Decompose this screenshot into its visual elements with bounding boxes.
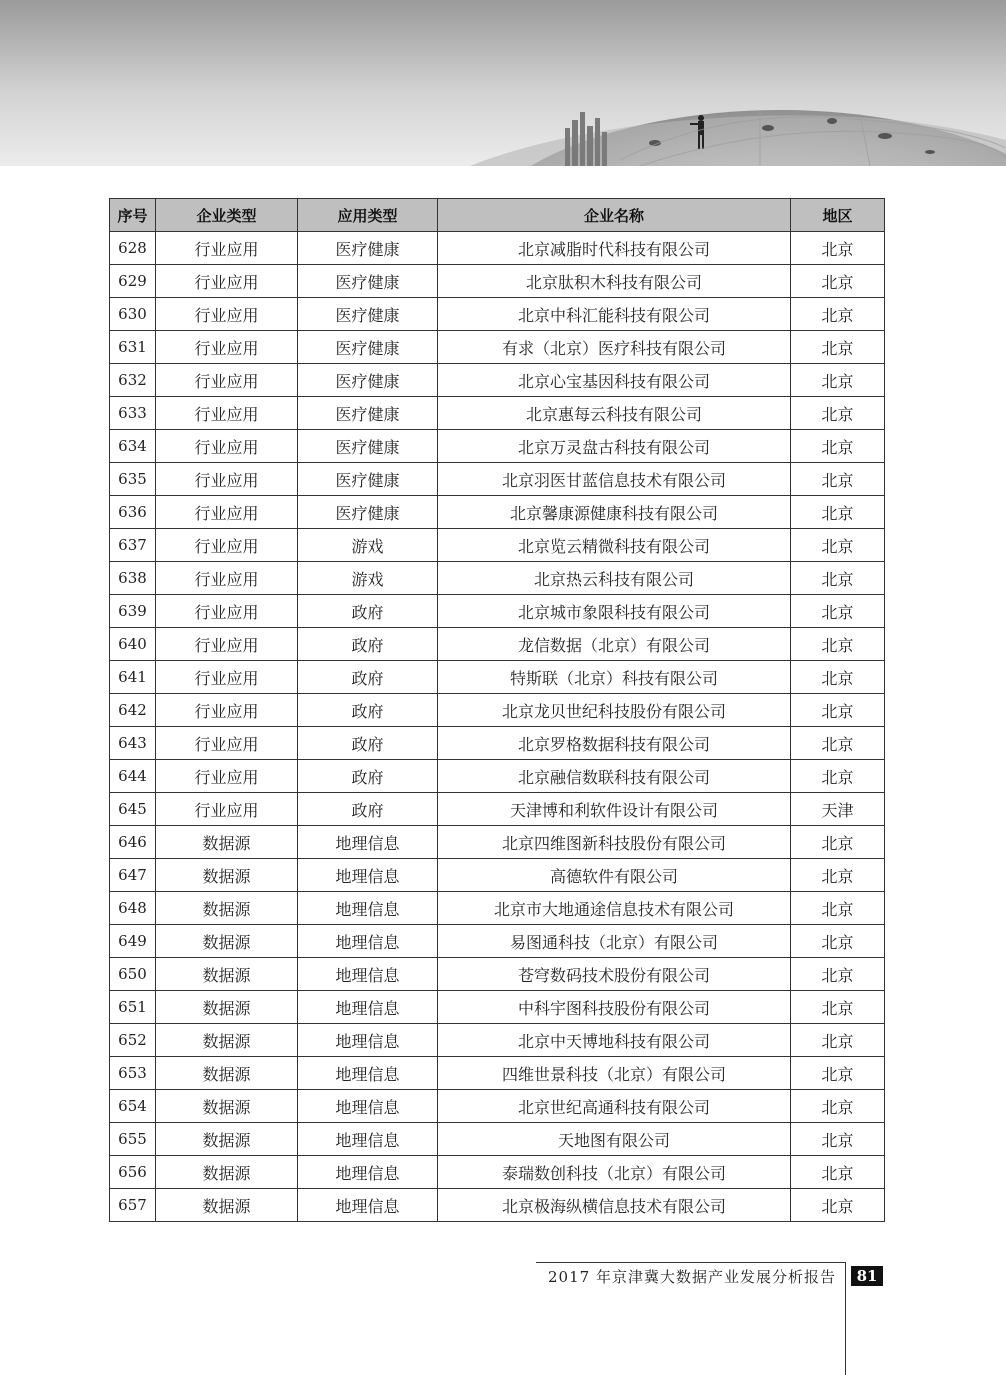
cell-company-type: 行业应用: [156, 496, 298, 529]
cell-company-type: 数据源: [156, 1057, 298, 1090]
table-row: [110, 727, 885, 760]
table-row: [110, 760, 885, 793]
cell-company-type: 行业应用: [156, 661, 298, 694]
cell-company-type: 行业应用: [156, 430, 298, 463]
column-header-company-type: 企业类型: [156, 199, 298, 232]
cell-application-type: 医疗健康: [298, 463, 438, 496]
table-row: [110, 1090, 885, 1123]
cell-company-type: 行业应用: [156, 232, 298, 265]
cell-index: 631: [110, 331, 156, 364]
cell-index: 643: [110, 727, 156, 760]
cell-company-name: 易图通科技（北京）有限公司: [438, 925, 791, 958]
cell-index: 642: [110, 694, 156, 727]
cell-company-type: 数据源: [156, 1156, 298, 1189]
cell-index: 633: [110, 397, 156, 430]
cell-company-name: 北京馨康源健康科技有限公司: [438, 496, 791, 529]
cell-company-type: 数据源: [156, 859, 298, 892]
cell-region: 北京: [791, 562, 885, 595]
page-number: 81: [851, 1266, 883, 1286]
cell-application-type: 地理信息: [298, 1090, 438, 1123]
cell-index: 651: [110, 991, 156, 1024]
cell-company-name: 北京惠每云科技有限公司: [438, 397, 791, 430]
table-row: [110, 1189, 885, 1222]
cell-region: 北京: [791, 727, 885, 760]
cell-application-type: 地理信息: [298, 991, 438, 1024]
table-row: [110, 793, 885, 826]
cell-index: 654: [110, 1090, 156, 1123]
cell-index: 639: [110, 595, 156, 628]
cell-company-type: 行业应用: [156, 265, 298, 298]
table-row: [110, 859, 885, 892]
cell-region: 北京: [791, 925, 885, 958]
cell-application-type: 地理信息: [298, 1057, 438, 1090]
cell-index: 636: [110, 496, 156, 529]
table-row: [110, 826, 885, 859]
column-header-index: 序号: [110, 199, 156, 232]
cell-index: 634: [110, 430, 156, 463]
cell-application-type: 地理信息: [298, 1189, 438, 1222]
cell-company-type: 行业应用: [156, 694, 298, 727]
cell-company-type: 行业应用: [156, 595, 298, 628]
cell-application-type: 地理信息: [298, 1024, 438, 1057]
cell-index: 655: [110, 1123, 156, 1156]
cell-index: 648: [110, 892, 156, 925]
table-row: [110, 892, 885, 925]
cell-company-name: 高德软件有限公司: [438, 859, 791, 892]
cell-index: 653: [110, 1057, 156, 1090]
column-header-region: 地区: [791, 199, 885, 232]
cell-index: 638: [110, 562, 156, 595]
cell-application-type: 地理信息: [298, 826, 438, 859]
cell-company-name: 龙信数据（北京）有限公司: [438, 628, 791, 661]
cell-application-type: 政府: [298, 661, 438, 694]
table-row: [110, 595, 885, 628]
cell-region: 北京: [791, 628, 885, 661]
table-row: [110, 430, 885, 463]
cell-company-type: 行业应用: [156, 562, 298, 595]
table-row: [110, 1123, 885, 1156]
cell-company-name: 四维世景科技（北京）有限公司: [438, 1057, 791, 1090]
table-row: [110, 1024, 885, 1057]
cell-application-type: 医疗健康: [298, 430, 438, 463]
cell-application-type: 政府: [298, 628, 438, 661]
cell-application-type: 政府: [298, 727, 438, 760]
cell-company-type: 数据源: [156, 991, 298, 1024]
table-row: [110, 331, 885, 364]
cell-company-type: 行业应用: [156, 760, 298, 793]
cell-region: 北京: [791, 298, 885, 331]
cell-region: 北京: [791, 331, 885, 364]
cell-application-type: 地理信息: [298, 1156, 438, 1189]
cell-company-name: 北京中天博地科技有限公司: [438, 1024, 791, 1057]
cell-company-type: 数据源: [156, 1123, 298, 1156]
cell-index: 641: [110, 661, 156, 694]
cell-company-name: 北京减脂时代科技有限公司: [438, 232, 791, 265]
cell-company-name: 北京罗格数据科技有限公司: [438, 727, 791, 760]
cell-company-name: 北京羽医甘蓝信息技术有限公司: [438, 463, 791, 496]
cell-application-type: 医疗健康: [298, 298, 438, 331]
header-banner: [0, 0, 1006, 166]
cell-company-name: 特斯联（北京）科技有限公司: [438, 661, 791, 694]
cell-application-type: 医疗健康: [298, 265, 438, 298]
cell-company-type: 行业应用: [156, 298, 298, 331]
table-row: [110, 529, 885, 562]
table-row: [110, 661, 885, 694]
cell-company-type: 数据源: [156, 958, 298, 991]
cell-company-name: 北京四维图新科技股份有限公司: [438, 826, 791, 859]
cell-application-type: 医疗健康: [298, 232, 438, 265]
cell-region: 北京: [791, 760, 885, 793]
cell-application-type: 游戏: [298, 562, 438, 595]
cell-application-type: 地理信息: [298, 958, 438, 991]
cell-region: 北京: [791, 694, 885, 727]
cell-region: 北京: [791, 1057, 885, 1090]
cell-region: 北京: [791, 1123, 885, 1156]
cell-index: 630: [110, 298, 156, 331]
cell-company-name: 泰瑞数创科技（北京）有限公司: [438, 1156, 791, 1189]
column-header-application-type: 应用类型: [298, 199, 438, 232]
cell-application-type: 地理信息: [298, 892, 438, 925]
cell-application-type: 医疗健康: [298, 496, 438, 529]
cell-index: 628: [110, 232, 156, 265]
cell-company-type: 行业应用: [156, 727, 298, 760]
cell-index: 652: [110, 1024, 156, 1057]
cell-application-type: 政府: [298, 793, 438, 826]
cell-index: 657: [110, 1189, 156, 1222]
cell-region: 北京: [791, 364, 885, 397]
cell-region: 北京: [791, 265, 885, 298]
cell-index: 645: [110, 793, 156, 826]
cell-region: 北京: [791, 1156, 885, 1189]
cell-region: 北京: [791, 595, 885, 628]
cell-company-name: 天津博和利软件设计有限公司: [438, 793, 791, 826]
cell-application-type: 政府: [298, 760, 438, 793]
cell-company-name: 北京览云精微科技有限公司: [438, 529, 791, 562]
table-row: [110, 694, 885, 727]
cell-company-type: 数据源: [156, 1189, 298, 1222]
cell-company-type: 数据源: [156, 1090, 298, 1123]
cell-region: 北京: [791, 892, 885, 925]
cell-index: 650: [110, 958, 156, 991]
column-header-company-name: 企业名称: [438, 199, 791, 232]
table-row: [110, 463, 885, 496]
cell-application-type: 游戏: [298, 529, 438, 562]
cell-index: 632: [110, 364, 156, 397]
cell-application-type: 政府: [298, 694, 438, 727]
cell-index: 656: [110, 1156, 156, 1189]
cell-application-type: 医疗健康: [298, 397, 438, 430]
cell-application-type: 医疗健康: [298, 364, 438, 397]
report-title: 2017 年京津冀大数据产业发展分析报告: [548, 1268, 836, 1286]
cell-company-name: 北京万灵盘古科技有限公司: [438, 430, 791, 463]
cell-company-name: 有求（北京）医疗科技有限公司: [438, 331, 791, 364]
cell-company-name: 北京龙贝世纪科技股份有限公司: [438, 694, 791, 727]
cell-index: 629: [110, 265, 156, 298]
cell-region: 北京: [791, 1090, 885, 1123]
cell-index: 644: [110, 760, 156, 793]
cell-company-type: 数据源: [156, 826, 298, 859]
cell-company-type: 行业应用: [156, 463, 298, 496]
table-row: [110, 397, 885, 430]
cell-application-type: 地理信息: [298, 1123, 438, 1156]
cell-company-name: 中科宇图科技股份有限公司: [438, 991, 791, 1024]
cell-region: 北京: [791, 1024, 885, 1057]
company-table: [109, 198, 885, 1222]
cell-index: 637: [110, 529, 156, 562]
table-row: [110, 991, 885, 1024]
cell-company-name: 北京心宝基因科技有限公司: [438, 364, 791, 397]
cell-index: 647: [110, 859, 156, 892]
cell-company-name: 北京城市象限科技有限公司: [438, 595, 791, 628]
cell-index: 635: [110, 463, 156, 496]
cell-region: 北京: [791, 1189, 885, 1222]
cell-region: 北京: [791, 496, 885, 529]
cell-region: 北京: [791, 529, 885, 562]
cell-company-name: 北京热云科技有限公司: [438, 562, 791, 595]
table-row: [110, 925, 885, 958]
table-row: [110, 1057, 885, 1090]
cell-index: 649: [110, 925, 156, 958]
cell-region: 北京: [791, 826, 885, 859]
table-row: [110, 562, 885, 595]
cell-company-type: 数据源: [156, 925, 298, 958]
table-row: [110, 628, 885, 661]
cell-region: 天津: [791, 793, 885, 826]
table-row: [110, 265, 885, 298]
cell-region: 北京: [791, 430, 885, 463]
table-row: [110, 1156, 885, 1189]
cell-region: 北京: [791, 232, 885, 265]
cell-application-type: 地理信息: [298, 859, 438, 892]
cell-region: 北京: [791, 991, 885, 1024]
cell-index: 646: [110, 826, 156, 859]
cell-company-name: 北京市大地通途信息技术有限公司: [438, 892, 791, 925]
table-row: [110, 232, 885, 265]
cell-company-type: 数据源: [156, 1024, 298, 1057]
cell-company-type: 行业应用: [156, 628, 298, 661]
cell-region: 北京: [791, 397, 885, 430]
cell-company-name: 北京融信数联科技有限公司: [438, 760, 791, 793]
cell-company-type: 数据源: [156, 892, 298, 925]
cell-index: 640: [110, 628, 156, 661]
cell-region: 北京: [791, 661, 885, 694]
cell-region: 北京: [791, 463, 885, 496]
table-body: [110, 232, 885, 1222]
table-row: [110, 958, 885, 991]
cell-company-type: 行业应用: [156, 364, 298, 397]
cell-company-type: 行业应用: [156, 397, 298, 430]
cell-company-name: 苍穹数码技术股份有限公司: [438, 958, 791, 991]
cell-company-type: 行业应用: [156, 331, 298, 364]
cell-company-name: 北京中科汇能科技有限公司: [438, 298, 791, 331]
table-row: [110, 298, 885, 331]
cell-region: 北京: [791, 958, 885, 991]
cell-company-type: 行业应用: [156, 793, 298, 826]
cell-company-name: 北京肽积木科技有限公司: [438, 265, 791, 298]
cell-company-name: 北京极海纵横信息技术有限公司: [438, 1189, 791, 1222]
cell-region: 北京: [791, 859, 885, 892]
cell-application-type: 医疗健康: [298, 331, 438, 364]
table-row: [110, 364, 885, 397]
banner-illustration: [0, 0, 1006, 166]
cell-company-type: 行业应用: [156, 529, 298, 562]
cell-application-type: 地理信息: [298, 925, 438, 958]
cell-company-name: 北京世纪高通科技有限公司: [438, 1090, 791, 1123]
cell-company-name: 天地图有限公司: [438, 1123, 791, 1156]
footer-rule: [536, 1262, 846, 1263]
table-header-row: [110, 199, 885, 232]
cell-application-type: 政府: [298, 595, 438, 628]
footer-vertical-rule: [845, 1262, 846, 1375]
table-row: [110, 496, 885, 529]
